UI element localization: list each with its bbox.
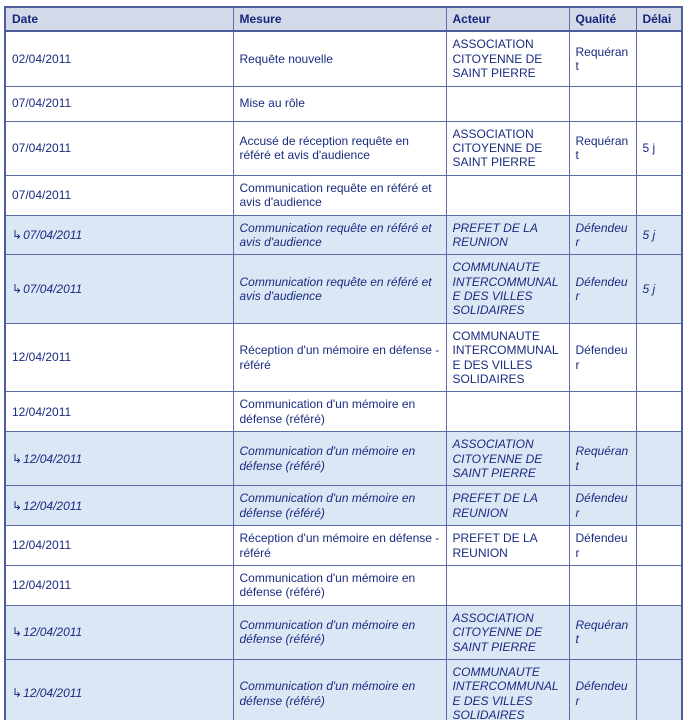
cell-qualite: Défendeur	[569, 526, 636, 566]
cell-date	[5, 605, 233, 659]
cell-mesure: Communication requête en référé et avis d'audience	[233, 175, 446, 215]
cell-mesure: Communication d'un mémoire en défense (référé)	[233, 392, 446, 432]
cell-acteur	[446, 86, 569, 121]
column-header-qualite: Qualité	[569, 7, 636, 31]
cell-date	[5, 323, 233, 392]
cell-qualite: Défendeur	[569, 659, 636, 720]
cell-qualite: Requérant	[569, 121, 636, 175]
cell-date	[5, 565, 233, 605]
cell-delai	[636, 175, 682, 215]
cell-delai	[636, 565, 682, 605]
date-value: 12/04/2011	[23, 625, 83, 640]
cell-qualite: Requérant	[569, 605, 636, 659]
cell-acteur: COMMUNAUTE INTERCOMMUNALE DES VILLES SOLIDAIRES	[446, 323, 569, 392]
indent-arrow-icon: ↳	[12, 281, 23, 296]
cell-delai	[636, 323, 682, 392]
date-value: 12/04/2011	[23, 498, 83, 513]
date-value: 12/04/2011	[23, 451, 83, 466]
cell-acteur: ASSOCIATION CITOYENNE DE SAINT PIERRE	[446, 432, 569, 486]
cell-mesure: Communication d'un mémoire en défense (référé)	[233, 565, 446, 605]
table-row	[5, 86, 682, 121]
cell-qualite	[569, 392, 636, 432]
cell-qualite	[569, 86, 636, 121]
cell-delai: 5 j	[636, 121, 682, 175]
date-value: 12/04/2011	[12, 404, 72, 419]
cell-delai	[636, 605, 682, 659]
cell-qualite: Défendeur	[569, 323, 636, 392]
date-value: 12/04/2011	[23, 686, 83, 701]
cell-mesure: Accusé de réception requête en référé et avis d'audience	[233, 121, 446, 175]
indent-arrow-icon: ↳	[12, 498, 23, 513]
cell-delai: 5 j	[636, 255, 682, 324]
cell-mesure: Communication d'un mémoire en défense (référé)	[233, 605, 446, 659]
cell-delai	[636, 392, 682, 432]
cell-delai	[636, 526, 682, 566]
cell-mesure: Réception d'un mémoire en défense - référé	[233, 526, 446, 566]
date-value: 12/04/2011	[12, 578, 72, 593]
indent-arrow-icon: ↳	[12, 686, 23, 701]
cell-delai	[636, 659, 682, 720]
cell-acteur: ASSOCIATION CITOYENNE DE SAINT PIERRE	[446, 121, 569, 175]
date-value: 02/04/2011	[12, 51, 72, 66]
table-row	[5, 659, 682, 720]
table-row	[5, 486, 682, 526]
cell-acteur: ASSOCIATION CITOYENNE DE SAINT PIERRE	[446, 605, 569, 659]
date-value: 07/04/2011	[23, 281, 83, 296]
cell-qualite	[569, 565, 636, 605]
cell-delai	[636, 432, 682, 486]
cell-date	[5, 526, 233, 566]
cell-mesure: Communication requête en référé et avis d'audience	[233, 215, 446, 255]
table-row	[5, 565, 682, 605]
cell-mesure: Communication d'un mémoire en défense (référé)	[233, 432, 446, 486]
cell-delai: 5 j	[636, 215, 682, 255]
cell-mesure: Requête nouvelle	[233, 31, 446, 86]
cell-date	[5, 121, 233, 175]
cell-date	[5, 255, 233, 324]
cell-qualite: Requérant	[569, 432, 636, 486]
column-header-delai: Délai	[636, 7, 682, 31]
date-value: 07/04/2011	[12, 187, 72, 202]
cell-delai	[636, 86, 682, 121]
date-value: 07/04/2011	[23, 227, 83, 242]
date-value: 12/04/2011	[12, 350, 72, 365]
cell-acteur: COMMUNAUTE INTERCOMMUNALE DES VILLES SOLIDAIRES	[446, 255, 569, 324]
cell-qualite: Défendeur	[569, 215, 636, 255]
indent-arrow-icon: ↳	[12, 451, 23, 466]
column-header-acteur: Acteur	[446, 7, 569, 31]
cell-date	[5, 432, 233, 486]
cell-qualite: Défendeur	[569, 486, 636, 526]
cell-qualite: Défendeur	[569, 255, 636, 324]
cell-acteur: COMMUNAUTE INTERCOMMUNALE DES VILLES SOLIDAIRES	[446, 659, 569, 720]
cell-acteur: PREFET DE LA REUNION	[446, 215, 569, 255]
indent-arrow-icon: ↳	[12, 227, 23, 242]
table-row	[5, 323, 682, 392]
table-row	[5, 605, 682, 659]
table-row	[5, 121, 682, 175]
cell-mesure: Communication d'un mémoire en défense (référé)	[233, 486, 446, 526]
cell-date	[5, 392, 233, 432]
date-value: 07/04/2011	[12, 140, 72, 155]
cell-date	[5, 31, 233, 86]
cell-acteur: PREFET DE LA REUNION	[446, 526, 569, 566]
table-header-row	[5, 7, 682, 31]
table-row	[5, 392, 682, 432]
cell-mesure: Communication d'un mémoire en défense (référé)	[233, 659, 446, 720]
cell-mesure: Mise au rôle	[233, 86, 446, 121]
table-row	[5, 526, 682, 566]
cell-date	[5, 86, 233, 121]
cell-qualite	[569, 175, 636, 215]
indent-arrow-icon: ↳	[12, 625, 23, 640]
table-row	[5, 432, 682, 486]
cell-qualite: Requérant	[569, 31, 636, 86]
date-value: 12/04/2011	[12, 538, 72, 553]
date-value: 07/04/2011	[12, 96, 72, 111]
cell-delai	[636, 486, 682, 526]
cell-date	[5, 486, 233, 526]
cell-acteur	[446, 175, 569, 215]
table-row	[5, 175, 682, 215]
cell-date	[5, 175, 233, 215]
column-header-date: Date	[5, 7, 233, 31]
cell-mesure: Réception d'un mémoire en défense - référé	[233, 323, 446, 392]
case-history-table	[4, 6, 683, 720]
cell-acteur: PREFET DE LA REUNION	[446, 486, 569, 526]
cell-acteur: ASSOCIATION CITOYENNE DE SAINT PIERRE	[446, 31, 569, 86]
table-row	[5, 255, 682, 324]
cell-delai	[636, 31, 682, 86]
table-row	[5, 215, 682, 255]
cell-acteur	[446, 565, 569, 605]
cell-date	[5, 215, 233, 255]
cell-date	[5, 659, 233, 720]
column-header-mesure: Mesure	[233, 7, 446, 31]
table-row	[5, 31, 682, 86]
cell-acteur	[446, 392, 569, 432]
cell-mesure: Communication requête en référé et avis d'audience	[233, 255, 446, 324]
